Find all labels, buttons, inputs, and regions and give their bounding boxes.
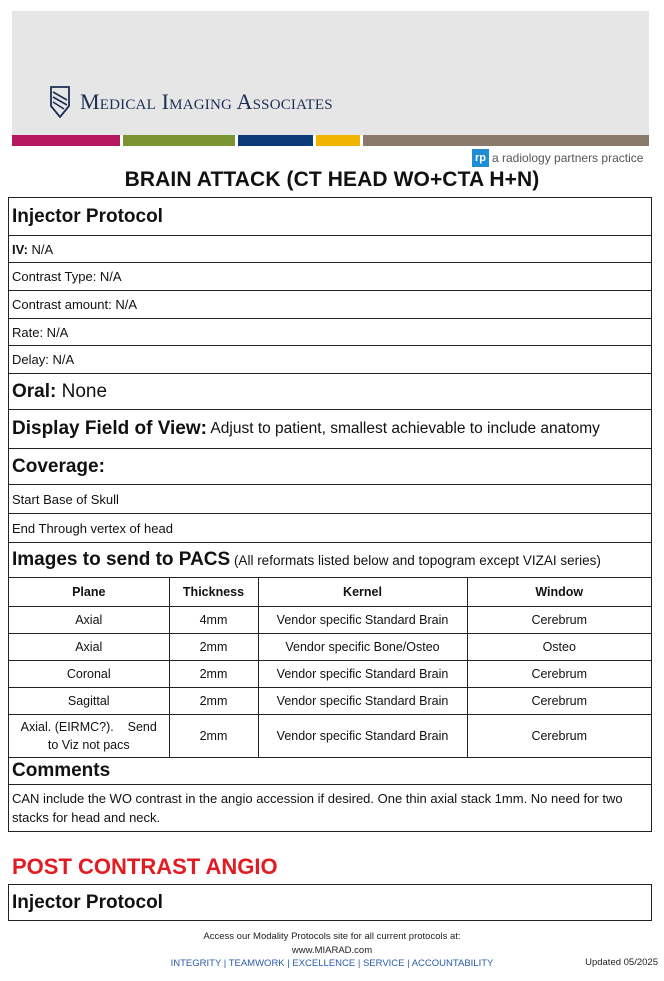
col-header-thickness: Thickness	[169, 578, 258, 606]
col-header-window: Window	[467, 578, 651, 606]
injector-heading	[9, 198, 651, 236]
partner-text: a radiology partners practice	[492, 151, 644, 165]
rate-row	[9, 319, 651, 346]
footer	[0, 930, 664, 971]
iv-row	[9, 236, 651, 263]
post-injector-heading-text: Injector Protocol	[12, 891, 163, 913]
color-segment	[238, 135, 313, 146]
footer-website-link[interactable]: www.MIARAD.com	[291, 944, 373, 956]
col-header-plane: Plane	[9, 578, 169, 606]
coverage-heading	[9, 449, 651, 485]
coverage-end: End Through vertex of head	[12, 520, 173, 536]
cell-plane: Sagittal	[9, 687, 169, 714]
iv-value: N/A	[27, 241, 54, 257]
pacs-heading-text: Images to send to PACS	[12, 549, 231, 570]
brand-name: Medical Imaging Associates	[80, 89, 333, 114]
cell-window: Osteo	[467, 633, 651, 660]
coverage-end-row	[9, 514, 651, 543]
table-row	[9, 687, 651, 714]
rate: Rate: N/A	[12, 324, 69, 340]
brand-color-bar	[12, 135, 649, 146]
cell-thickness: 2mm	[169, 714, 258, 757]
dfov-value: Adjust to patient, smallest achievable to include anatomy	[206, 420, 600, 437]
page-title: BRAIN ATTACK (CT HEAD WO+CTA H+N)	[124, 168, 540, 191]
table-row	[9, 606, 651, 633]
delay-row	[9, 346, 651, 374]
cell-window: Cerebrum	[467, 687, 651, 714]
cell-kernel: Vendor specific Standard Brain	[258, 660, 467, 687]
coverage-heading-text: Coverage:	[12, 455, 105, 477]
color-segment	[123, 135, 235, 146]
col-header-kernel: Kernel	[258, 578, 467, 606]
dfov-row	[9, 410, 651, 449]
comments-heading	[9, 758, 651, 785]
delay: Delay: N/A	[12, 352, 75, 367]
oral-label: Oral:	[12, 380, 57, 402]
coverage-start-row	[9, 485, 651, 514]
protocol-form	[8, 197, 652, 832]
cell-plane	[9, 714, 169, 757]
color-segment	[316, 135, 360, 146]
footer-values: INTEGRITY | TEAMWORK | EXCELLENCE | SERVICE | ACCOUNTABILITY	[170, 958, 494, 969]
contrast-type: Contrast Type: N/A	[12, 269, 122, 284]
oral-value: None	[56, 380, 108, 402]
footer-line1: Access our Modality Protocols site for all current protocols at:	[203, 931, 461, 942]
rp-logo-icon: rp	[472, 149, 489, 167]
coverage-start: Start Base of Skull	[12, 491, 119, 507]
color-segment	[363, 135, 649, 146]
oral-row	[9, 374, 651, 410]
partner-badge	[472, 149, 643, 167]
updated-date: Updated 05/2025	[585, 957, 658, 968]
color-segment	[12, 135, 120, 146]
cell-kernel: Vendor specific Standard Brain	[258, 606, 467, 633]
contrast-amount: Contrast amount: N/A	[12, 297, 137, 312]
cell-window: Cerebrum	[467, 606, 651, 633]
cell-window: Cerebrum	[467, 660, 651, 687]
pacs-note: (All reformats listed below and topogram except VIZAI series)	[230, 552, 601, 568]
cell-plane-line2: to Viz not pacs	[47, 737, 130, 752]
cell-thickness: 4mm	[169, 606, 258, 633]
cell-plane-line1: Axial. (EIRMC?). Send	[20, 719, 157, 734]
table-row	[9, 714, 651, 757]
injector-heading-text: Injector Protocol	[12, 205, 163, 227]
dfov-label: Display Field of View:	[12, 418, 207, 439]
cell-plane: Axial	[9, 633, 169, 660]
cell-kernel: Vendor specific Standard Brain	[258, 714, 467, 757]
cell-thickness: 2mm	[169, 660, 258, 687]
table-header-row	[9, 578, 651, 606]
cell-plane: Coronal	[9, 660, 169, 687]
pacs-heading	[9, 543, 651, 578]
cell-thickness: 2mm	[169, 687, 258, 714]
post-contrast-title: POST CONTRAST ANGIO	[12, 854, 278, 879]
contrast-type-row	[9, 263, 651, 291]
pacs-table	[9, 578, 651, 758]
table-row	[9, 633, 651, 660]
cell-kernel: Vendor specific Standard Brain	[258, 687, 467, 714]
cell-window: Cerebrum	[467, 714, 651, 757]
cell-plane: Axial	[9, 606, 169, 633]
cell-thickness: 2mm	[169, 633, 258, 660]
shield-logo-icon	[50, 86, 70, 118]
post-injector-heading	[8, 884, 652, 921]
comments-heading-text: Comments	[12, 759, 111, 781]
table-row	[9, 660, 651, 687]
contrast-amount-row	[9, 291, 651, 319]
comments-text: CAN include the WO contrast in the angio accession if desired. One thin axial stack 1mm. No need for two stacks for head and neck.	[9, 785, 651, 832]
company-logo	[50, 86, 333, 118]
cell-kernel: Vendor specific Bone/Osteo	[258, 633, 467, 660]
iv-label: IV:	[12, 241, 28, 257]
